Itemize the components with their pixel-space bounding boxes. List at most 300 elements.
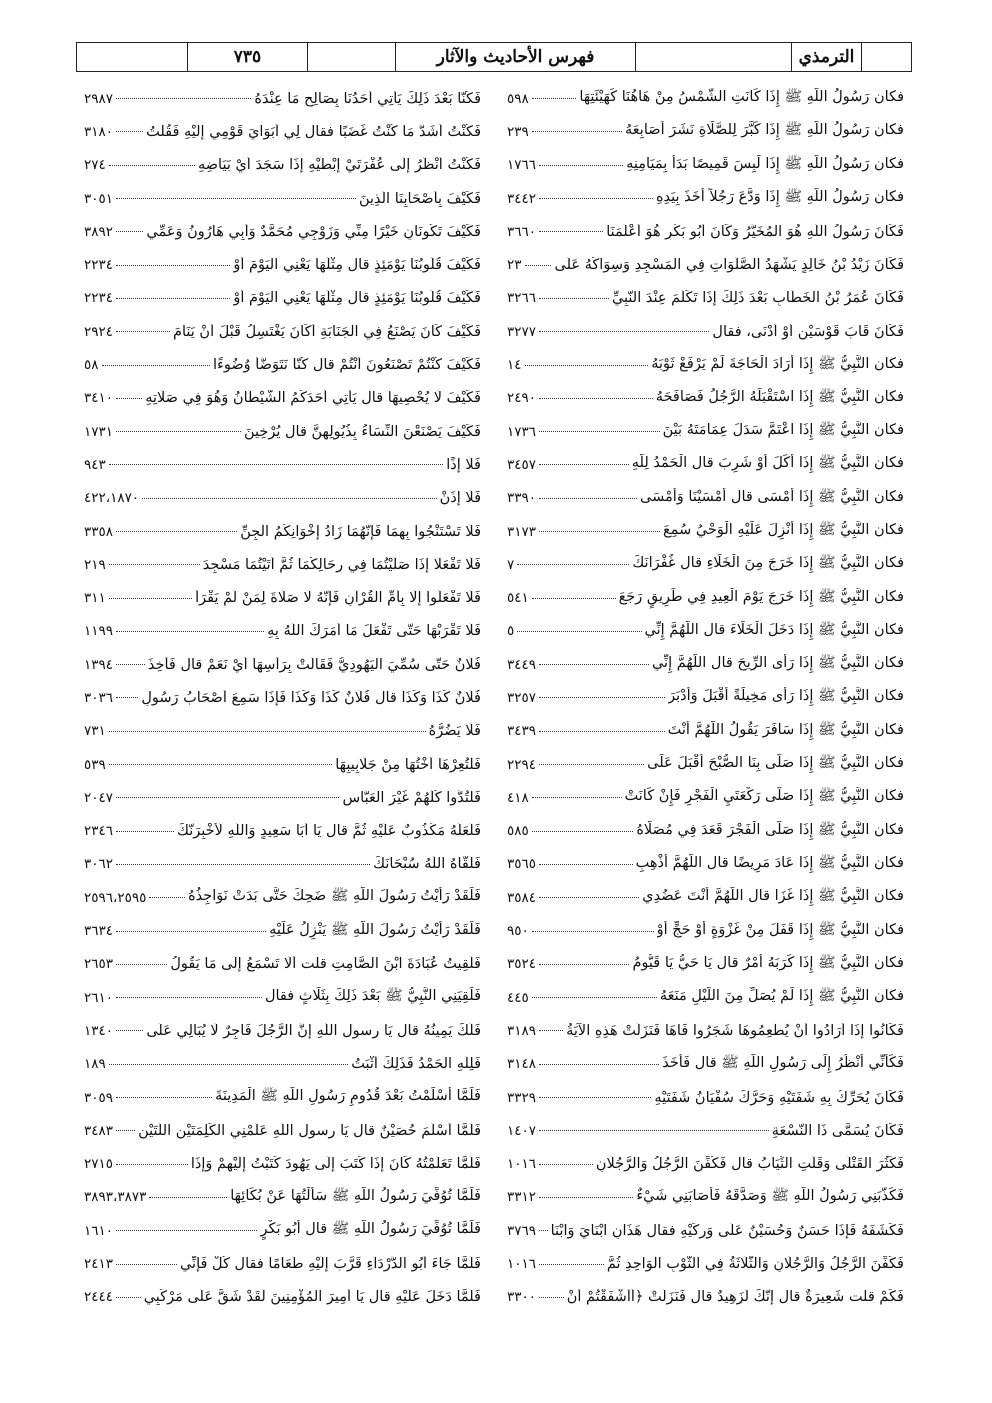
dot-leader [539,1264,604,1265]
index-entry [507,848,904,881]
index-entry [84,881,481,914]
index-entry [507,648,904,681]
index-entry [507,1014,904,1047]
index-entry [507,1048,904,1081]
dot-leader [539,331,709,332]
entry-number: ٤٢٢،١٨٧٠ [84,490,140,507]
entry-number: ٢٥٩٦،٢٥٩٥ [84,889,147,906]
index-entry [507,348,904,381]
entry-text: فكان النَّبِيُّ ﷺ إِذَا أَرَادَ الْحَاجَةَ لَمْ يَرْفَعْ ثَوْبَهُ [651,355,904,372]
entry-number: ٣٢٦٦ [507,290,537,307]
index-entry [507,1114,904,1147]
entry-number: ١٦١٠ [84,1222,114,1239]
dot-leader [102,365,211,366]
entry-text: فَكَيْفَ يَصْنَعْنَ النِّسَاءُ بِذُيُولِهِنَّ قال يُرْخِينَ [244,423,481,440]
entry-text: فَلَقِيَنِي النَّبِيُّ ﷺ بَعْدَ ذَلِكَ بِثَلَاثٍ فقال [264,988,481,1005]
index-entry [507,781,904,814]
entry-text: فكان رَسُولُ اللَّهِ ﷺ إِذَا كَبَّرَ لِلصَّلَاةِ نَشَرَ أَصَابِعَهُ [625,122,904,139]
entry-number: ٣٠٥٩ [84,1089,114,1106]
entry-text: فكان النَّبِيُّ ﷺ إِذَا رَأَى مَخِيلَةً أَقْبَلَ وَأَدْبَرَ [668,688,904,705]
entry-text: فَكَذَّبَنِي رَسُولُ اللَّهِ ﷺ وَصَدَّقَهُ فَأَصَابَنِي شَيْءٌ [636,1187,904,1204]
index-entry [84,1114,481,1147]
entry-text: فَلَمَّا تَعَلَّمْتُهُ كَانَ إِذَا كَتَبَ إِلَى يَهُودَ كَتَبْتُ إِلَيْهِمْ وَإِذَا [190,1156,481,1173]
index-entry [84,615,481,648]
entry-text: فَكَيْفَ قُلُوبُنَا يَوْمَئِذٍ قال مِثْلُهَا يَعْنِي الْيَوْمَ أَوْ [233,257,481,274]
dot-leader [116,1264,177,1265]
index-entry [507,948,904,981]
dot-leader [539,431,660,432]
entry-number: ١٠١٦ [507,1256,537,1273]
entry-text: فَلِلَّهِ الْحَمْدُ فَذَلِكَ أَثْبَتُ [351,1056,481,1073]
dot-leader [109,598,192,599]
dot-leader [116,1030,143,1031]
dot-leader [532,598,616,599]
dot-leader [539,1164,593,1165]
entry-text: فَلَمَّا أَسْلَمْتُ بَعْدَ قُدُومِ رَسُولِ اللَّهِ ﷺ الْمَدِينَةَ [215,1088,481,1105]
index-entry [507,215,904,248]
entry-number: ٢١٩ [84,556,106,573]
entry-number: ٢٣ [507,257,522,274]
entry-text: فَلَقَّاهُ اللَّهُ سُبْحَانَكَ [373,856,481,873]
page-number: ٧٣٥ [187,43,307,71]
entry-number: ١١٩٩ [84,623,114,640]
entry-text: فكان النَّبِيُّ ﷺ إِذَا اسْتَقْبَلَهُ الرَّجُلُ فَصَافَحَهُ [655,388,904,405]
index-entry [84,581,481,614]
dot-leader [116,697,138,698]
index-entry [84,1014,481,1047]
entry-text: فَلْتُعِرْهَا أُخْتُهَا مِنْ جَلَابِيبِهَا [335,756,481,773]
entry-text: فُلَانٌ حَتَّى سُمِّيَ الْيَهُودِيُّ فَقَالَتْ بِرَأْسِهَا أَيْ نَعَمْ قال فَأُخِذَ [147,656,481,673]
entry-number: ٣٨٩٣،٣٨٧٣ [84,1189,147,1206]
entry-number: ٣١٧٣ [507,523,537,540]
index-entry [507,515,904,548]
entry-text: فَلَا إِذًا [446,456,481,473]
entry-number: ٣٥٢٤ [507,956,537,973]
entry-text: فكان النَّبِيُّ ﷺ إِذَا صَلَّى بِنَا الصُّبْحَ أَقْبَلَ عَلَى [647,755,904,772]
entry-number: ٧ [507,556,515,573]
index-entry [84,781,481,814]
index-entry [84,748,481,781]
entry-text: فَكُفِّنَ الرَّجُلُ وَالرَّجُلَانِ وَالثَّلَاثَةُ فِي الثَّوْبِ الْوَاحِدِ ثُمَّ [606,1256,904,1273]
entry-number: ٣٧٦٩ [507,1222,537,1239]
index-entry [84,1081,481,1114]
index-entry [84,382,481,415]
index-entry [84,448,481,481]
index-entry [84,1281,481,1314]
index-entry [84,215,481,248]
entry-text: فَكَانُوا إِذَا أَرَادُوا أَنْ يُطْعِمُوهَا شَجَرُوا فَاهَا فَنَزَلَتْ هَذِهِ الآيَةُ [566,1022,904,1039]
entry-number: ٢٢٣٤ [84,290,114,307]
entry-text: فَكَيْفَ تَكُونَانِ خَيْرًا مِنِّي وَزَوْجِي مُحَمَّدٌ وَأَبِي هَارُونُ وَعَمِّي [146,223,481,240]
index-entry [84,315,481,348]
dot-leader [116,398,142,399]
index-entry [84,482,481,515]
entry-text: فَلَقِيتُ عُبَادَةَ ابْنَ الصَّامِتِ قلت أَلَا تَسْمَعُ إِلَى مَا يَقُولُ [170,956,481,973]
entry-text: فكان النَّبِيُّ ﷺ إِذَا سَافَرَ يَقُولُ اللَّهُمَّ أَنْتَ [667,721,904,738]
entry-number: ٣٠٥١ [84,190,114,207]
dot-leader [116,298,230,299]
entry-number: ٣٣٢٩ [507,1089,537,1106]
dot-leader [539,231,603,232]
entry-number: ٢٣٩ [507,123,529,140]
index-entry [84,1181,481,1214]
dot-leader [532,131,622,132]
index-entry [507,248,904,281]
entry-number: ١٤٠٧ [507,1122,537,1139]
entry-number: ٢٧١٥ [84,1156,114,1173]
entry-text: فَكَانَ يُسَمَّى ذَا النُّسْعَةِ [771,1122,904,1139]
dot-leader [539,964,629,965]
entry-number: ٣٢٧٧ [507,323,537,340]
dot-leader [109,564,200,565]
dot-leader [116,1164,188,1165]
entry-number: ٥ [507,623,515,640]
entry-text: فَلَا تَقْرَبْهَا حَتَّى تَفْعَلَ مَا أَمَرَكَ اللَّهُ بِهِ [267,623,481,640]
entry-text: فُلَانٌ كَذَا وَكَذَا قال فُلَانٌ كَذَا وَكَذَا فَإِذَا سَمِعَ أَصْحَابُ رَسُولِ [141,689,481,706]
entry-number: ١٧٣٦ [507,423,537,440]
header-title: فهرس الأحاديث والآثار [395,43,635,71]
index-entry [84,981,481,1014]
index-entry [84,848,481,881]
dot-leader [142,498,437,499]
index-entry [84,415,481,448]
index-entry [507,1247,904,1280]
entry-text: فكان النَّبِيُّ ﷺ إِذَا لَمْ يُصَلِّ مِنَ اللَّيْلِ مَنَعَهُ [659,988,904,1005]
header-corner-cell [861,43,911,71]
header-end-cell [77,43,187,71]
entry-number: ٢٩٨٧ [84,90,114,107]
index-entry [507,914,904,947]
entry-number: ٣٣٩٠ [507,490,537,507]
entry-text: فَلَا تَفْعَلُوا إِلَّا بِأُمِّ الْقُرْآنِ فَإِنَّهُ لَا صَلَاةَ لِمَنْ لَمْ يَقْرَأْ [195,590,481,607]
index-entry [84,715,481,748]
index-entry [507,615,904,648]
dot-leader [116,231,143,232]
entry-number: ٣٤٤٢ [507,190,537,207]
entry-number: ٣٠٣٦ [84,689,114,706]
index-entry [84,348,481,381]
dot-leader [525,265,552,266]
right-column [507,82,904,1314]
entry-text: فَلَا تَفْعَلَا إِذَا صَلَّيْتُمَا فِي رِحَالِكُمَا ثُمَّ أَتَيْتُمَا مَسْجِدَ [202,556,481,573]
entry-text: فكان رَسُولُ اللَّهِ ﷺ إِذَا كَانَتِ الشَّمْسُ مِنْ هَاهُنَا كَهَيْئَتِهَا [579,89,904,106]
entry-text: فَلَا يَضُرُّهُ [428,723,481,740]
entry-number: ٢٩٢٤ [84,323,114,340]
entry-number: ٤٤٥ [507,989,529,1006]
entry-text: فَكَانَ عُمَرُ بْنُ الْخَطَّابِ بَعْدَ ذَلِكَ إِذَا تَكَلَّمَ عِنْدَ النَّبِيِّ [611,290,904,307]
entry-text: فكان النَّبِيُّ ﷺ إِذَا عَادَ مَرِيضًا قال اللَّهُمَّ أَذْهِبِ [635,854,904,871]
entry-text: فكان النَّبِيُّ ﷺ إِذَا اعْتَمَّ سَدَلَ عِمَامَتَهُ بَيْنَ [662,422,904,439]
dot-leader [539,1230,548,1231]
entry-text: فَلَمَّا جَاءَ أَبُو الدَّرْدَاءِ قَرَّبَ إِلَيْهِ طَعَامًا فقال كُلْ فَإِنِّي [179,1256,481,1273]
entry-text: فَكَانَ زَيْدُ بْنُ خَالِدٍ يَشْهَدُ الصَّلَوَاتِ فِي الْمَسْجِدِ وَسِوَاكُهُ عَلَى [554,257,904,274]
dot-leader [116,1097,212,1098]
entry-text: فَكَشَفَهُ فَإِذَا حَسَنٌ وَحُسَيْنٌ عَلَى وَرِكَيْهِ فقال هَذَانِ ابْنَايَ وَابْنَا [550,1222,904,1239]
dot-leader [539,531,660,532]
dot-leader [116,664,145,665]
dot-leader [109,764,332,765]
entry-text: فَلَكَ يَمِينُهُ قال يَا رسول اللَّهِ إِنَّ الرَّجُلَ فَاجِرٌ لَا يُبَالِي عَلَى [146,1022,481,1039]
entry-number: ٧٣١ [84,723,106,740]
dot-leader [116,131,143,132]
entry-text: فَكُنَّا بَعْدَ ذَلِكَ يَأْتِي أَحَدُنَا بِصَالِحِ مَا عِنْدَهُ [254,90,481,107]
entry-number: ٢٢٣٤ [84,257,114,274]
entry-text: فَلَعَلَّهُ مَكْذُوبٌ عَلَيْهِ ثُمَّ قال يَا أَبَا سَعِيدٍ وَاللَّهِ لَأُخْبِرَنَّكَ [177,823,481,840]
entry-text: فكان رَسُولُ اللَّهِ ﷺ إِذَا وَدَّعَ رَجُلاً أَخَذَ بِيَدِهِ [655,189,904,206]
dot-leader [116,1230,257,1231]
entry-number: ١٧٦٦ [507,157,537,174]
entry-text: فَكَيْفَ لَا يُحْصِيهَا قال يَأْتِي أَحَدَكُمُ الشَّيْطَانُ وَهُوَ فِي صَلَاتِهِ [145,390,481,407]
entry-text: فَكُنْتُ أَشَدَّ مَا كُنْتُ غَضَبًا فقال لِي أَبَوَايَ قَوْمِي إِلَيْهِ فَقُلْتُ [146,123,481,140]
index-entry [84,82,481,115]
entry-number: ٥٨٥ [507,823,529,840]
entry-text: فَكَمْ قلت شَعِيرَةٌ قال إِنَّكَ لَزَهِيدٌ قال فَنَزَلَتْ ﴿أَأَشْفَقْتُمْ أَنْ [566,1289,904,1306]
entry-text: فَلَقَدْ رَأَيْتُ رَسُولَ اللَّهِ ﷺ يَنْزِلُ عَلَيْهِ [269,921,481,938]
dot-leader [116,797,339,798]
entry-text: فكان النَّبِيُّ ﷺ إِذَا خَرَجَ مِنَ الْخَلَاءِ قال غُفْرَانَكَ [632,555,904,572]
index-entry [84,948,481,981]
dot-leader [109,165,195,166]
entry-text: فكان رَسُولُ اللَّهِ ﷺ إِذَا لَبِسَ قَمِيصًا بَدَأَ بِمَيَامِنِهِ [626,155,904,172]
index-entry [84,115,481,148]
page-header [76,42,912,72]
dot-leader [539,464,629,465]
index-entry [84,515,481,548]
entry-number: ٣٦٣٤ [84,923,114,940]
index-entry [507,548,904,581]
dot-leader [532,831,634,832]
entry-number: ٣٤١٠ [84,390,114,407]
index-entry [507,748,904,781]
index-entry [84,1214,481,1247]
dot-leader [116,98,251,99]
dot-leader [116,964,167,965]
entry-number: ١٣٩٤ [84,656,114,673]
dot-leader [539,198,653,199]
entry-text: فكان النَّبِيُّ ﷺ إِذَا أُنْزِلَ عَلَيْهِ الْوَحْيُ سُمِعَ [662,522,904,538]
index-entry [84,681,481,714]
header-book-name: الترمذي [791,43,861,71]
dot-leader [149,897,185,898]
entry-number: ٣٥٨٤ [507,889,537,906]
index-entry [84,248,481,281]
dot-leader [539,1097,651,1098]
entry-text: فَكَانَ قَابَ قَوْسَيْنِ أَوْ أَدْنَى، فقال [712,323,904,340]
dot-leader [525,365,649,366]
index-entry [507,715,904,748]
index-entry [507,182,904,215]
entry-text: فَلَقَدْ رَأَيْتُ رَسُولَ اللَّهِ ﷺ ضَحِكَ حَتَّى بَدَتْ نَوَاجِذُهُ [188,888,481,905]
entry-text: فَلَمَّا تُوُفِّيَ رَسُولُ اللَّهِ ﷺ قال أَبُو بَكْرٍ [260,1221,481,1238]
index-entry [84,149,481,182]
entry-text: فكان النَّبِيُّ ﷺ إِذَا غَزَا قال اللَّهُمَّ أَنْتَ عَضُدِي [642,888,904,905]
dot-leader [539,731,665,732]
entry-number: ٣٠٦٢ [84,856,114,873]
dot-leader [539,1030,563,1031]
dot-leader [116,331,170,332]
entry-number: ٢٦٥٣ [84,956,114,973]
entry-text: فكان النَّبِيُّ ﷺ إِذَا أَمْسَى قال أَمْسَيْنَا وَأَمْسَى [639,488,904,505]
entry-number: ٥٤١ [507,590,529,607]
entry-number: ٣٦٦٠ [507,223,537,240]
index-entry [507,1281,904,1314]
index-entry [84,914,481,947]
entry-number: ٥٨ [84,357,99,374]
index-entry [84,1048,481,1081]
dot-leader [109,1064,348,1065]
header-blank-cell [635,43,791,71]
entry-number: ٩٥٠ [507,923,529,940]
index-entry [507,149,904,182]
dot-leader [109,464,444,465]
index-entry [84,548,481,581]
entry-number: ١٣٤٠ [84,1022,114,1039]
entry-number: ٣٣٥٨ [84,523,114,540]
dot-leader [539,1130,769,1131]
entry-number: ٣٣٠٠ [507,1289,537,1306]
index-entry [507,1181,904,1214]
entry-text: فكان النَّبِيُّ ﷺ إِذَا دَخَلَ الْخَلَاءَ قال اللَّهُمَّ إِنِّي [644,621,904,638]
entry-number: ٣٤٨٣ [84,1122,114,1139]
entry-number: ٣٥٦٥ [507,856,537,873]
index-entry [507,315,904,348]
header-blank-cell-2 [307,43,395,71]
entry-text: فَكَيْفَ بِأَصْحَابِنَا الَّذِينَ [358,190,481,207]
entry-text: فَكَانَ رَسُولُ اللَّهِ هُوَ الْمُخَيَّرُ وَكَانَ أَبُو بَكْرٍ هُوَ أَعْلَمَنَا [606,223,904,240]
index-entry [84,1247,481,1280]
entry-number: ٣١٨٩ [507,1022,537,1039]
entry-number: ٢٧٤ [84,157,106,174]
entry-number: ٥٣٩ [84,756,106,773]
dot-leader [116,1297,141,1298]
dot-leader [517,631,641,632]
entry-number: ٣١١ [84,590,106,607]
dot-leader [539,1064,659,1065]
dot-leader [532,98,577,99]
entry-text: فَكَيْفَ كُنْتُمْ تَصْنَعُونَ أَنْتُمْ قال كُنَّا نَتَوَضَّأُ وُضُوءًا [213,357,481,374]
dot-leader [539,1197,633,1198]
entry-text: فَلَا تَسْتَنْجُوا بِهِمَا فَإِنَّهُمَا زَادُ إِخْوَانِكُمُ الْجِنِّ [240,523,481,540]
entry-text: فكان النَّبِيُّ ﷺ إِذَا صَلَّى الْفَجْرَ قَعَدَ فِي مُصَلَّاهُ [636,821,904,838]
index-entry [507,448,904,481]
left-column [84,82,481,1314]
entry-text: فَكُنْتُ أَنْظُرُ إِلَى عُفْرَتَيْ إِبْطَيْهِ إِذَا سَجَدَ أَيْ بَيَاضِهِ [197,157,481,174]
dot-leader [539,697,665,698]
dot-leader [116,631,264,632]
dot-leader [539,864,633,865]
entry-number: ٣٣١٢ [507,1189,537,1206]
index-entry [507,415,904,448]
entry-number: ٢٤٤٤ [84,1289,114,1306]
entry-number: ٢٠٤٧ [84,789,114,806]
index-entry [507,881,904,914]
dot-leader [116,931,266,932]
index-entry [507,815,904,848]
index-entry [84,1148,481,1181]
dot-leader [116,997,262,998]
entry-number: ٣١٤٨ [507,1056,537,1073]
dot-leader [532,797,622,798]
entry-number: ٣١٨٠ [84,123,114,140]
dot-leader [539,298,609,299]
dot-leader [116,1130,135,1131]
index-entry [84,282,481,315]
entry-number: ٥٩٨ [507,90,529,107]
entry-number: ٢٢٩٤ [507,756,537,773]
dot-leader [539,764,644,765]
index-entry [507,382,904,415]
entry-text: فَلْتُدُّوا كُلُّهُمْ غَيْرَ الْعَبَّاسِ [342,789,481,806]
entry-text: فكان النَّبِيُّ ﷺ إِذَا خَرَجَ يَوْمَ الْعِيدِ فِي طَرِيقٍ رَجَعَ [618,588,904,605]
index-entry [507,1148,904,1181]
index-columns [84,82,904,1314]
entry-number: ٣٨٩٢ [84,223,114,240]
entry-text: فَكَيْفَ قُلُوبُنَا يَوْمَئِذٍ قال مِثْلُهَا يَعْنِي الْيَوْمَ أَوْ [233,290,481,307]
entry-number: ٣٤٤٩ [507,656,537,673]
entry-number: ٣٤٣٩ [507,723,537,740]
dot-leader [149,1197,227,1198]
entry-text: فَكَيْفَ كَانَ يَصْنَعُ فِي الْجَنَابَةِ أَكَانَ يَغْتَسِلُ قَبْلَ أَنْ يَنَامَ [173,323,481,340]
index-entry [507,482,904,515]
entry-number: ٩٤٣ [84,456,106,473]
entry-text: فَكَانَ يُحَرِّكُ بِهِ شَفَتَيْهِ وَحَرَّكَ سُفْيَانُ شَفَتَيْهِ [654,1089,904,1106]
entry-number: ٣٤٥٧ [507,456,537,473]
dot-leader [539,398,653,399]
dot-leader [539,165,623,166]
dot-leader [539,498,637,499]
dot-leader [532,931,654,932]
entry-text: فكان النَّبِيُّ ﷺ إِذَا رَأَى الرِّيحَ قال اللَّهُمَّ إِنِّي [651,655,904,672]
entry-number: ٢٦١٠ [84,989,114,1006]
entry-text: فكان النَّبِيُّ ﷺ إِذَا قَفَلَ مِنْ غَزْوَةٍ أَوْ حَجٍّ أَوْ [656,921,904,938]
entry-text: فَكَثُرَ الْقَتْلَى وَقَلَّتِ الثِّيَابُ قال فَكُفِّنَ الرَّجُلُ وَالرَّجُلَانِ [595,1156,904,1173]
index-entry [507,82,904,115]
index-entry [507,981,904,1014]
dot-leader [116,831,174,832]
dot-leader [116,864,370,865]
entry-number: ٣٢٥٧ [507,689,537,706]
index-entry [507,581,904,614]
entry-text: فكان النَّبِيُّ ﷺ إِذَا صَلَّى رَكْعَتَيِ الْفَجْرِ فَإِنْ كَانَتْ [624,788,904,805]
entry-number: ١٨٩ [84,1056,106,1073]
entry-number: ١٧٣١ [84,423,114,440]
entry-number: ١٠١٦ [507,1156,537,1173]
entry-number: ٢٣٤٦ [84,823,114,840]
index-entry [507,1214,904,1247]
index-entry [507,115,904,148]
entry-text: فَلَمَّا أَسْلَمَ حُصَيْنٌ قال يَا رسول اللَّهِ عَلِّمْنِي الْكَلِمَتَيْنِ اللَّتَيْنِ [138,1122,481,1139]
entry-text: فَلَا إِذَنْ [439,490,481,507]
index-entry [507,282,904,315]
dot-leader [116,198,356,199]
entry-number: ١٤ [507,357,522,374]
entry-text: فَلَمَّا تُوُفِّيَ رَسُولُ اللَّهِ ﷺ سَأَلْتُهَا عَنْ بُكَائِهَا [230,1187,481,1204]
dot-leader [539,1297,564,1298]
entry-number: ٢٤٩٠ [507,390,537,407]
entry-text: فَكَأَنِّي أَنْظُرُ إِلَى رَسُولِ اللَّهِ ﷺ قال فَأَخَذَ [662,1054,904,1071]
index-entry [84,815,481,848]
dot-leader [517,564,629,565]
dot-leader [116,265,230,266]
dot-leader [116,531,237,532]
entry-number: ٤١٨ [507,789,529,806]
index-entry [84,648,481,681]
entry-text: فَلَمَّا دَخَلَ عَلَيْهِ قال يَا أَمِيرَ الْمُؤْمِنِينَ لَقَدْ شَقَّ عَلَى مَرْكَبِي [143,1289,481,1306]
index-entry [507,681,904,714]
index-entry [84,182,481,215]
dot-leader [539,664,649,665]
entry-text: فكان النَّبِيُّ ﷺ إِذَا أَكَلَ أَوْ شَرِبَ قال الْحَمْدُ لِلَّهِ [631,455,904,472]
